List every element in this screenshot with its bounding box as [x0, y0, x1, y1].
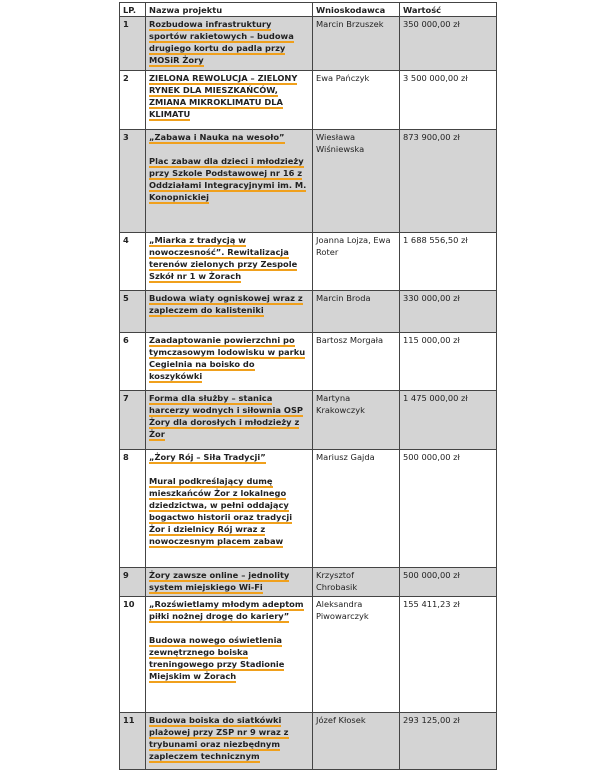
header-row	[120, 3, 497, 17]
row-lp: 9	[120, 568, 146, 597]
project-description: Plac zabaw dla dzieci i młodzieży przy Szkole Podstawowej nr 16 z Oddziałami Integracyjnymi im. M. Konopnickiej	[149, 156, 307, 202]
row-value: 500 000,00 zł	[400, 568, 497, 597]
project-title: Zaadaptowanie powierzchni po tymczasowym lodowisku w parku Cegielnia na boisko do koszykówki	[149, 335, 306, 381]
row-name	[146, 713, 313, 770]
projects-table	[119, 2, 497, 770]
row-value: 3 500 000,00 zł	[400, 71, 497, 130]
row-name	[146, 130, 313, 233]
row-name	[146, 568, 313, 597]
row-author: Marcin Brzuszek	[313, 17, 400, 71]
row-value: 350 000,00 zł	[400, 17, 497, 71]
row-lp: 8	[120, 450, 146, 568]
row-name	[146, 71, 313, 130]
row-name	[146, 233, 313, 291]
row-value: 500 000,00 zł	[400, 450, 497, 568]
project-title: Budowa boiska do siatkówki plażowej przy ZSP nr 9 wraz z trybunami oraz niezbędnym zapleczem technicznym	[149, 715, 289, 761]
row-value: 155 411,23 zł	[400, 597, 497, 713]
table-row	[120, 713, 497, 770]
project-title: „Żory Rój – Siła Tradycji”	[149, 452, 266, 462]
row-author: Martyna Krakowczyk	[313, 391, 400, 450]
row-lp: 5	[120, 291, 146, 333]
row-author: Marcin Broda	[313, 291, 400, 333]
table-row	[120, 71, 497, 130]
table-row	[120, 597, 497, 713]
row-name	[146, 291, 313, 333]
row-value: 330 000,00 zł	[400, 291, 497, 333]
row-lp: 7	[120, 391, 146, 450]
row-lp: 10	[120, 597, 146, 713]
row-author: Wiesława Wiśniewska	[313, 130, 400, 233]
row-lp: 2	[120, 71, 146, 130]
row-value: 293 125,00 zł	[400, 713, 497, 770]
row-lp: 6	[120, 333, 146, 391]
table-row	[120, 233, 497, 291]
project-title: Rozbudowa infrastruktury sportów rakietowych – budowa drugiego kortu do padla przy MOSiR Żory	[149, 19, 294, 65]
row-name	[146, 450, 313, 568]
project-description: Mural podkreślający dumę mieszkańców Żor z lokalnego dziedzictwa, w pełni oddający bogactwo historii oraz tradycji Żor i dzielnicy Rój wraz z nowoczesnym placem zabaw	[149, 476, 293, 546]
row-author: Krzysztof Chrobasik	[313, 568, 400, 597]
table-row	[120, 130, 497, 233]
table-row	[120, 291, 497, 333]
row-name	[146, 391, 313, 450]
row-author: Bartosz Morgała	[313, 333, 400, 391]
row-author: Joanna Lojza, Ewa Roter	[313, 233, 400, 291]
header-value: Wartość	[400, 3, 497, 17]
table-row	[120, 333, 497, 391]
row-author: Mariusz Gajda	[313, 450, 400, 568]
row-name	[146, 17, 313, 71]
row-lp: 1	[120, 17, 146, 71]
project-title: ZIELONA REWOLUCJA – ZIELONY RYNEK DLA MIESZKAŃCÓW, ZMIANA MIKROKLIMATU DLA KLIMATU	[149, 73, 298, 119]
table-row	[120, 450, 497, 568]
project-description: Budowa nowego oświetlenia zewnętrznego boiska treningowego przy Stadionie Miejskim w Żorach	[149, 635, 285, 681]
row-value: 115 000,00 zł	[400, 333, 497, 391]
project-title: „Zabawa i Nauka na wesoło”	[149, 132, 285, 142]
row-name	[146, 597, 313, 713]
project-title: Budowa wiaty ogniskowej wraz z zapleczem do kalisteniki	[149, 293, 303, 315]
row-lp: 11	[120, 713, 146, 770]
row-name	[146, 333, 313, 391]
header-name: Nazwa projektu	[146, 3, 313, 17]
row-author: Józef Kłosek	[313, 713, 400, 770]
project-title: Forma dla służby – stanica harcerzy wodnych i siłownia OSP Żory dla dorosłych i młodzieży z Żor	[149, 393, 303, 439]
table-row	[120, 17, 497, 71]
header-lp: LP.	[120, 3, 146, 17]
header-author: Wnioskodawca	[313, 3, 400, 17]
row-value: 873 900,00 zł	[400, 130, 497, 233]
row-author: Ewa Pańczyk	[313, 71, 400, 130]
project-title: Żory zawsze online – jednolity system miejskiego Wi-Fi	[149, 570, 290, 592]
table-row	[120, 568, 497, 597]
project-title: „Miarka z tradycją w nowoczesność”. Rewitalizacja terenów zielonych przy Zespole Szkół nr 1 w Żorach	[149, 235, 298, 281]
row-value: 1 475 000,00 zł	[400, 391, 497, 450]
table-row	[120, 391, 497, 450]
row-author: Aleksandra Piwowarczyk	[313, 597, 400, 713]
row-lp: 3	[120, 130, 146, 233]
row-value: 1 688 556,50 zł	[400, 233, 497, 291]
row-lp: 4	[120, 233, 146, 291]
project-title: „Rozświetlamy młodym adeptom piłki nożnej drogę do kariery”	[149, 599, 304, 621]
